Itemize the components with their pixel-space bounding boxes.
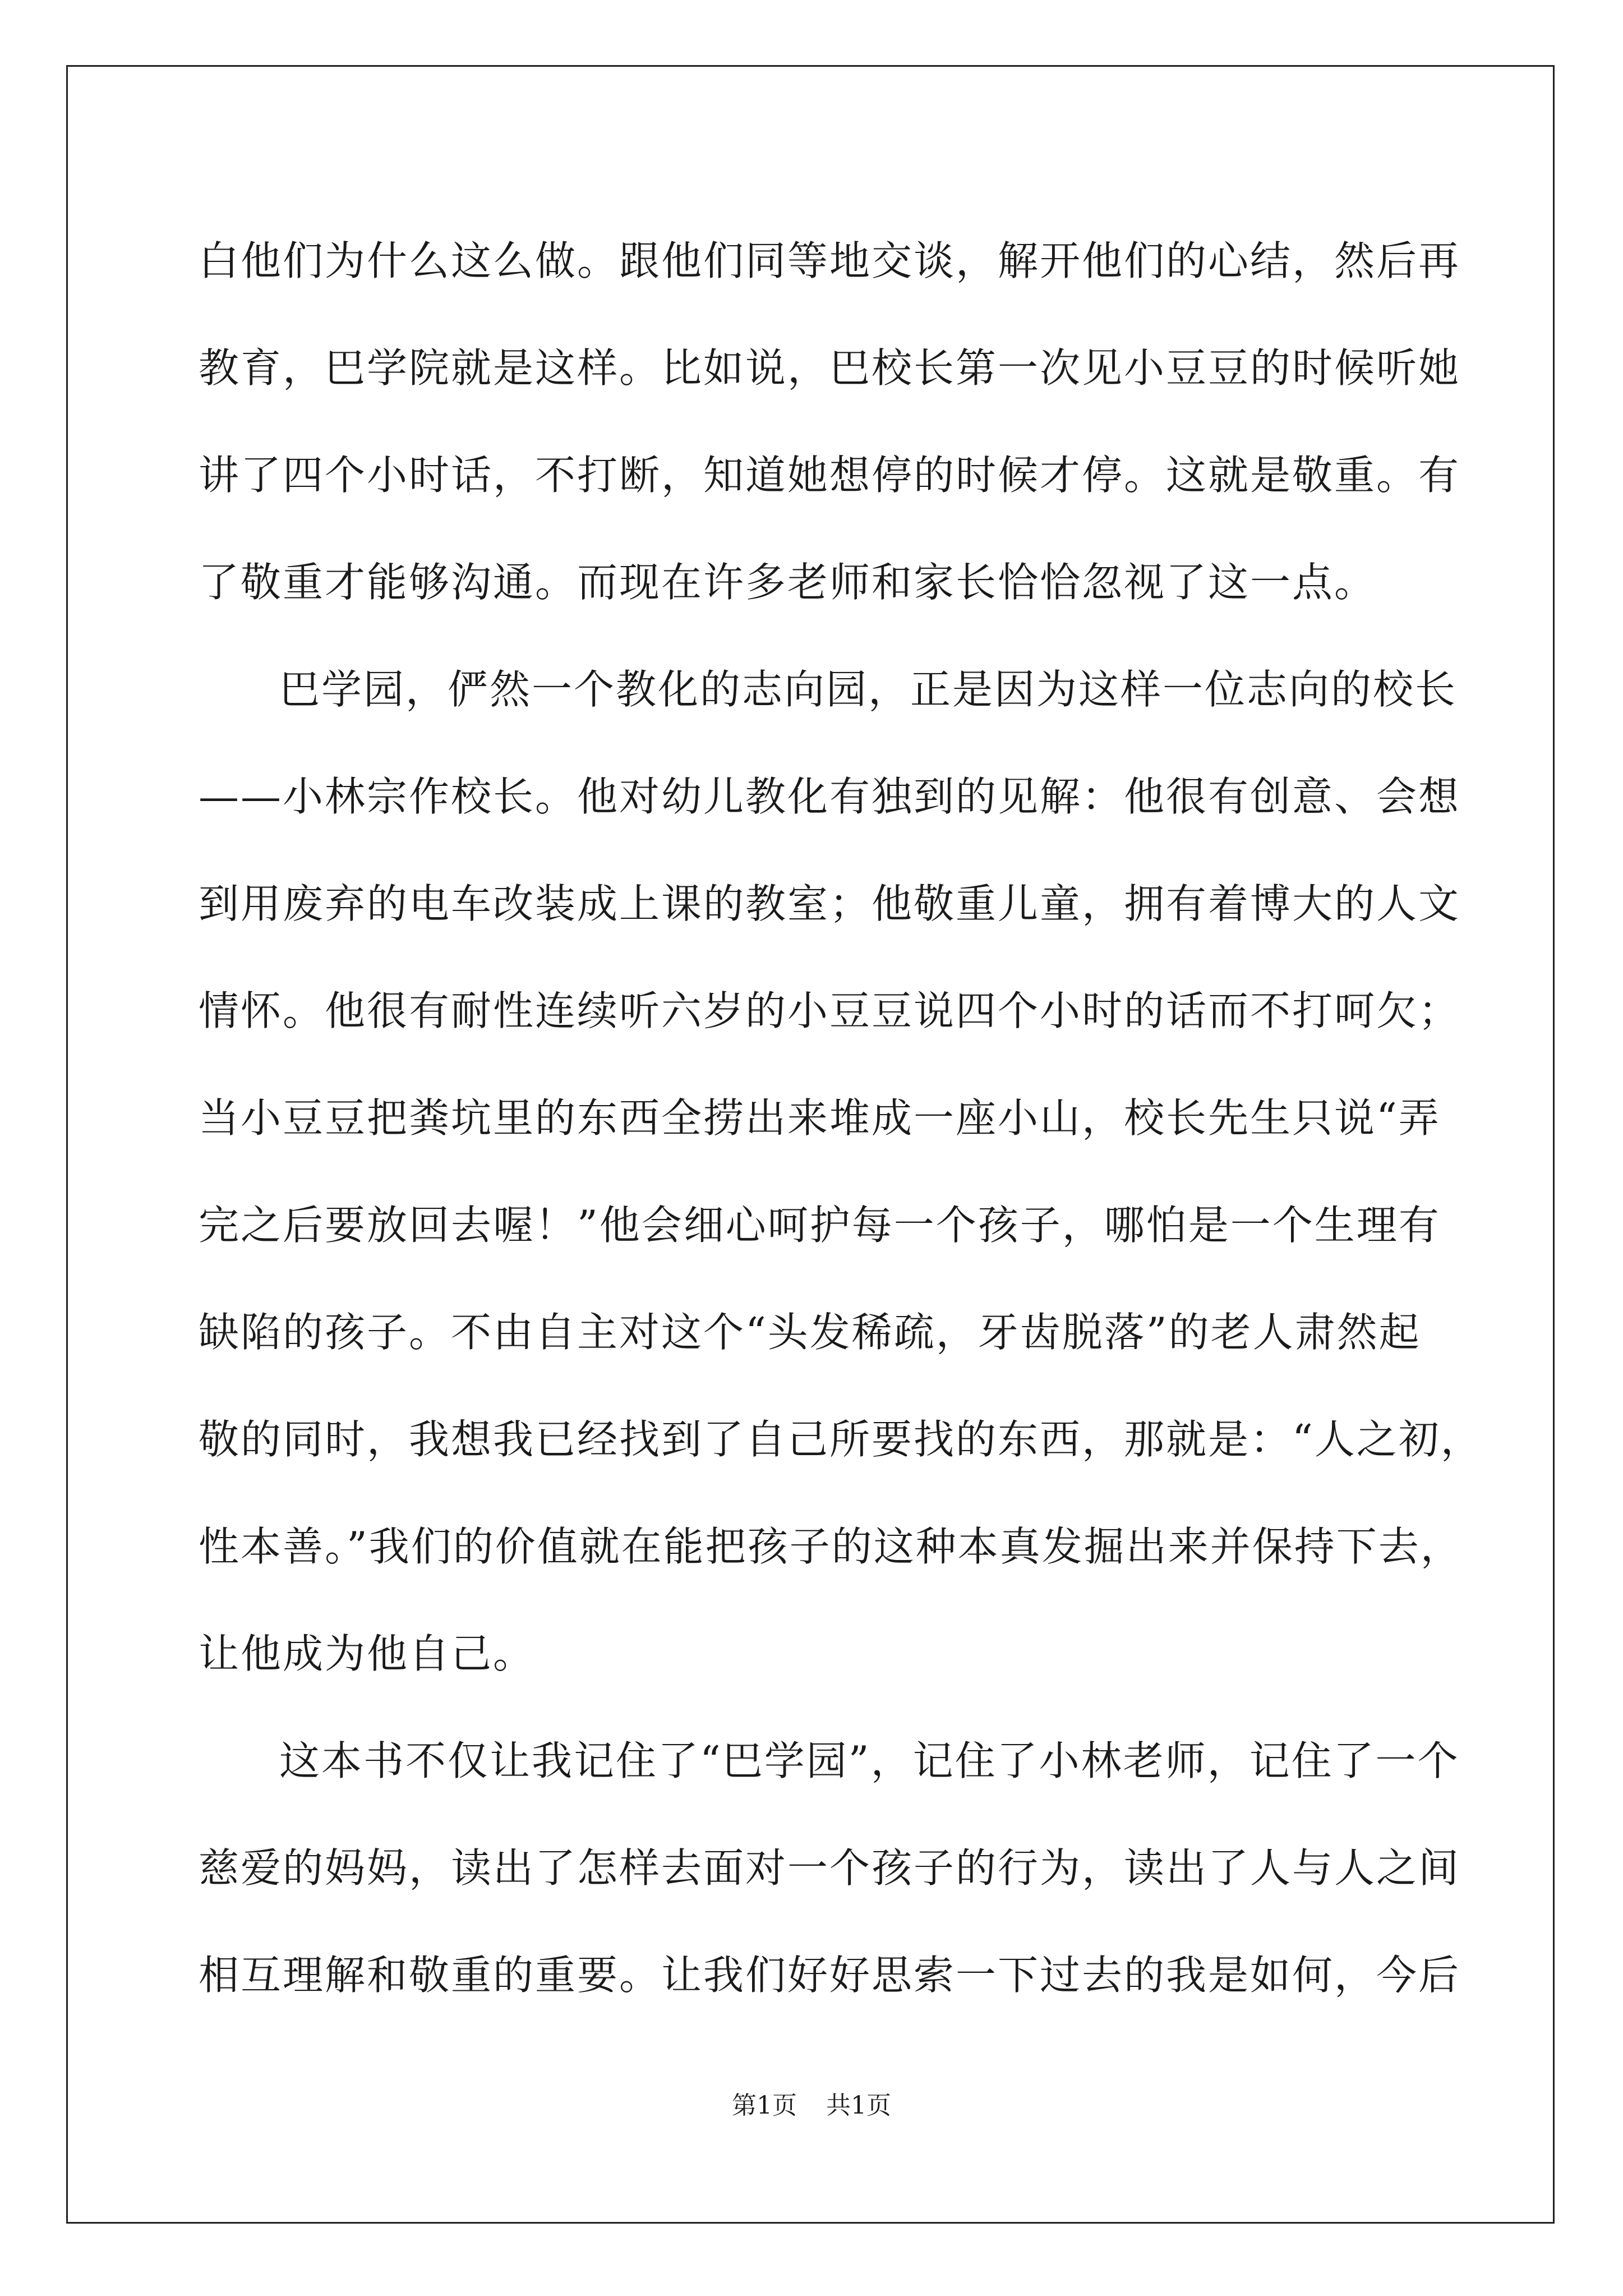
page-number: 第1页 xyxy=(732,2091,797,2120)
text-line: 敬的同时，我想我已经找到了自己所要找的东西，那就是：“人之初， xyxy=(199,1416,1483,1463)
text-line: 让他成为他自己。 xyxy=(199,1630,536,1677)
text-line: ——小林宗作校长。他对幼儿教化有独到的见解：他很有创意、会想 xyxy=(199,773,1461,820)
text-line: 到用废弃的电车改装成上课的教室；他敬重儿童，拥有着博大的人文 xyxy=(199,880,1461,927)
paragraph-1 xyxy=(199,208,1461,636)
text-line: 情怀。他很有耐性连续听六岁的小豆豆说四个小时的话而不打呵欠； xyxy=(199,987,1461,1034)
page-total: 共1页 xyxy=(826,2091,891,2120)
text-line: 相互理解和敬重的重要。让我们好好思索一下过去的我是如何，今后 xyxy=(199,1952,1461,1999)
text-line: 缺陷的孩子。不由自主对这个“头发稀疏，牙齿脱落”的老人肃然起 xyxy=(199,1309,1421,1356)
page-footer xyxy=(0,2089,1623,2123)
text-line: 慈爱的妈妈，读出了怎样去面对一个孩子的行为，读出了人与人之间 xyxy=(199,1844,1461,1892)
text-line: 完之后要放回去喔！”他会细心呵护每一个孩子，哪怕是一个生理有 xyxy=(199,1202,1441,1249)
text-line: 这本书不仅让我记住了“巴学园”，记住了小林老师，记住了一个 xyxy=(279,1737,1460,1784)
text-line: 性本善。”我们的价值就在能把孩子的这种本真发掘出来并保持下去， xyxy=(199,1523,1463,1570)
document-body xyxy=(199,208,1483,2029)
text-line: 白他们为什么这么做。跟他们同等地交谈，解开他们的心结，然后再 xyxy=(199,237,1461,284)
text-line: 了敬重才能够沟通。而现在许多老师和家长恰恰忽视了这一点。 xyxy=(199,559,1377,606)
text-line: 教育，巴学院就是这样。比如说，巴校长第一次见小豆豆的时候听她 xyxy=(199,344,1461,392)
text-line: 讲了四个小时话，不打断，知道她想停的时候才停。这就是敬重。有 xyxy=(199,452,1461,499)
paragraph-2 xyxy=(199,636,1483,1708)
paragraph-3 xyxy=(199,1708,1461,2029)
text-line: 当小豆豆把粪坑里的东西全捞出来堆成一座小山，校长先生只说“弄 xyxy=(199,1094,1441,1142)
text-line: 巴学园，俨然一个教化的志向园，正是因为这样一位志向的校长 xyxy=(279,666,1458,713)
